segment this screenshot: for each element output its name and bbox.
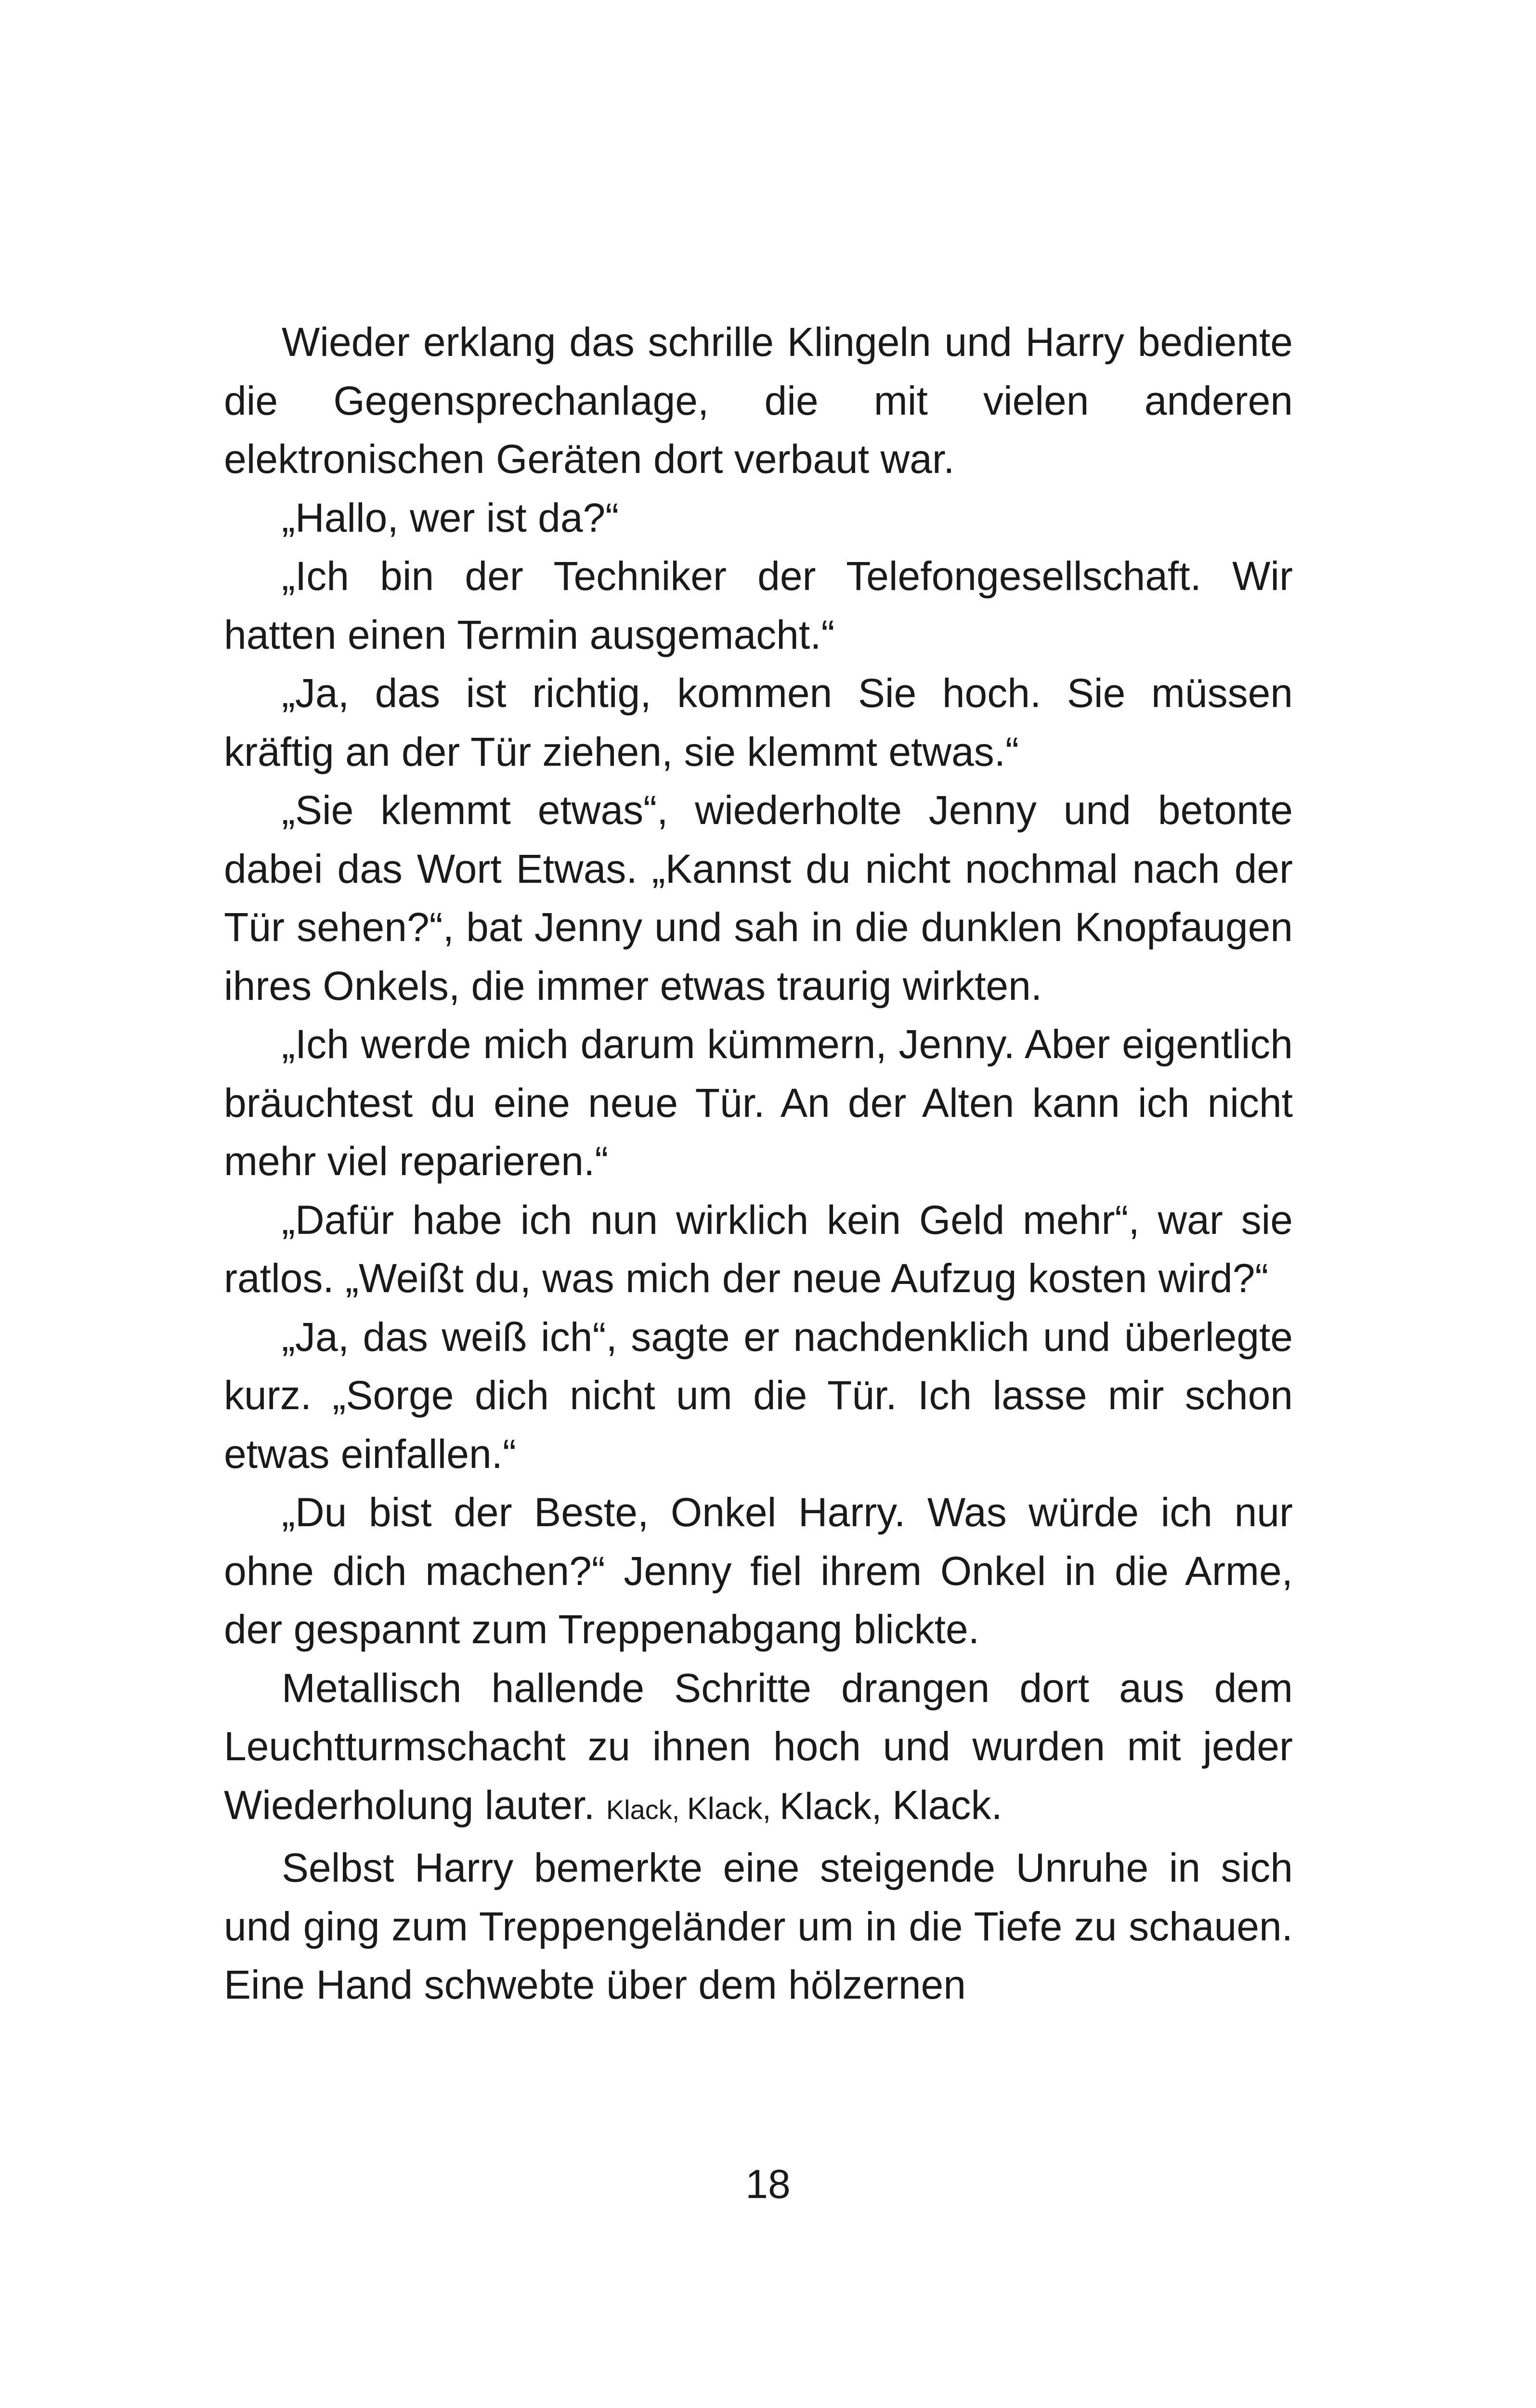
paragraph: „Ich bin der Techniker der Telefongesellschaft. Wir hatten einen Termin ausgemacht.“ [224,553,1293,657]
paragraph-klack [224,1659,1293,1839]
klack-separator: , [762,1791,780,1826]
klack-separator: , [871,1784,893,1827]
body-text [224,313,1293,2015]
paragraph: „Dafür habe ich nun wirklich kein Geld mehr“, war sie ratlos. „Weißt du, was mich der neue Aufzug kosten wird?“ [224,1197,1293,1301]
klack-word-1: Klack [606,1794,672,1825]
paragraph: „Du bist der Beste, Onkel Harry. Was würde ich nur ohne dich machen?“ Jenny fiel ihrem Onkel in die Arme, der gespannt zum Treppenabgang blickte. [224,1490,1293,1652]
klack-word-2: Klack [687,1791,763,1826]
paragraph-text: Metallisch hallende Schritte drangen dort aus dem Leuchtturmschacht zu ihnen hoch und wurden mit jeder Wiederholung lauter. [224,1665,1293,1828]
paragraph: „Hallo, wer ist da?“ [282,495,619,540]
klack-separator: , [672,1794,687,1825]
klack-word-3: Klack [779,1784,872,1827]
paragraph: „Ja, das ist richtig, kommen Sie hoch. Sie müssen kräftig an der Tür ziehen, sie klemmt etwas.“ [224,670,1293,774]
page-number: 18 [745,2161,791,2207]
paragraph: „Ich werde mich darum kümmern, Jenny. Aber eigentlich bräuchtest du eine neue Tür. An der Alten kann ich nicht mehr viel reparieren.“ [224,1021,1293,1184]
paragraph: Wieder erklang das schrille Klingeln und Harry bediente die Gegensprechanlage, die mit vielen anderen elektronischen Geräten dort verbaut war. [224,319,1293,482]
klack-word-4: Klack. [892,1782,1002,1828]
paragraph: „Ja, das weiß ich“, sagte er nachdenklich und überlegte kurz. „Sorge dich nicht um die Tür. Ich lasse mir schon etwas einfallen.“ [224,1314,1293,1477]
paragraph: Selbst Harry bemerkte eine steigende Unruhe in sich und ging zum Treppengeländer um in die Tiefe zu schauen. Eine Hand schwebte über dem hölzernen [224,1845,1293,2007]
paragraph: „Sie klemmt etwas“, wiederholte Jenny und betonte dabei das Wort Etwas. „Kannst du nicht nochmal nach der Tür sehen?“, bat Jenny und sah in die dunklen Knopfaugen ihres Onkels, die immer etwas traurig wirkten. [224,787,1293,1008]
